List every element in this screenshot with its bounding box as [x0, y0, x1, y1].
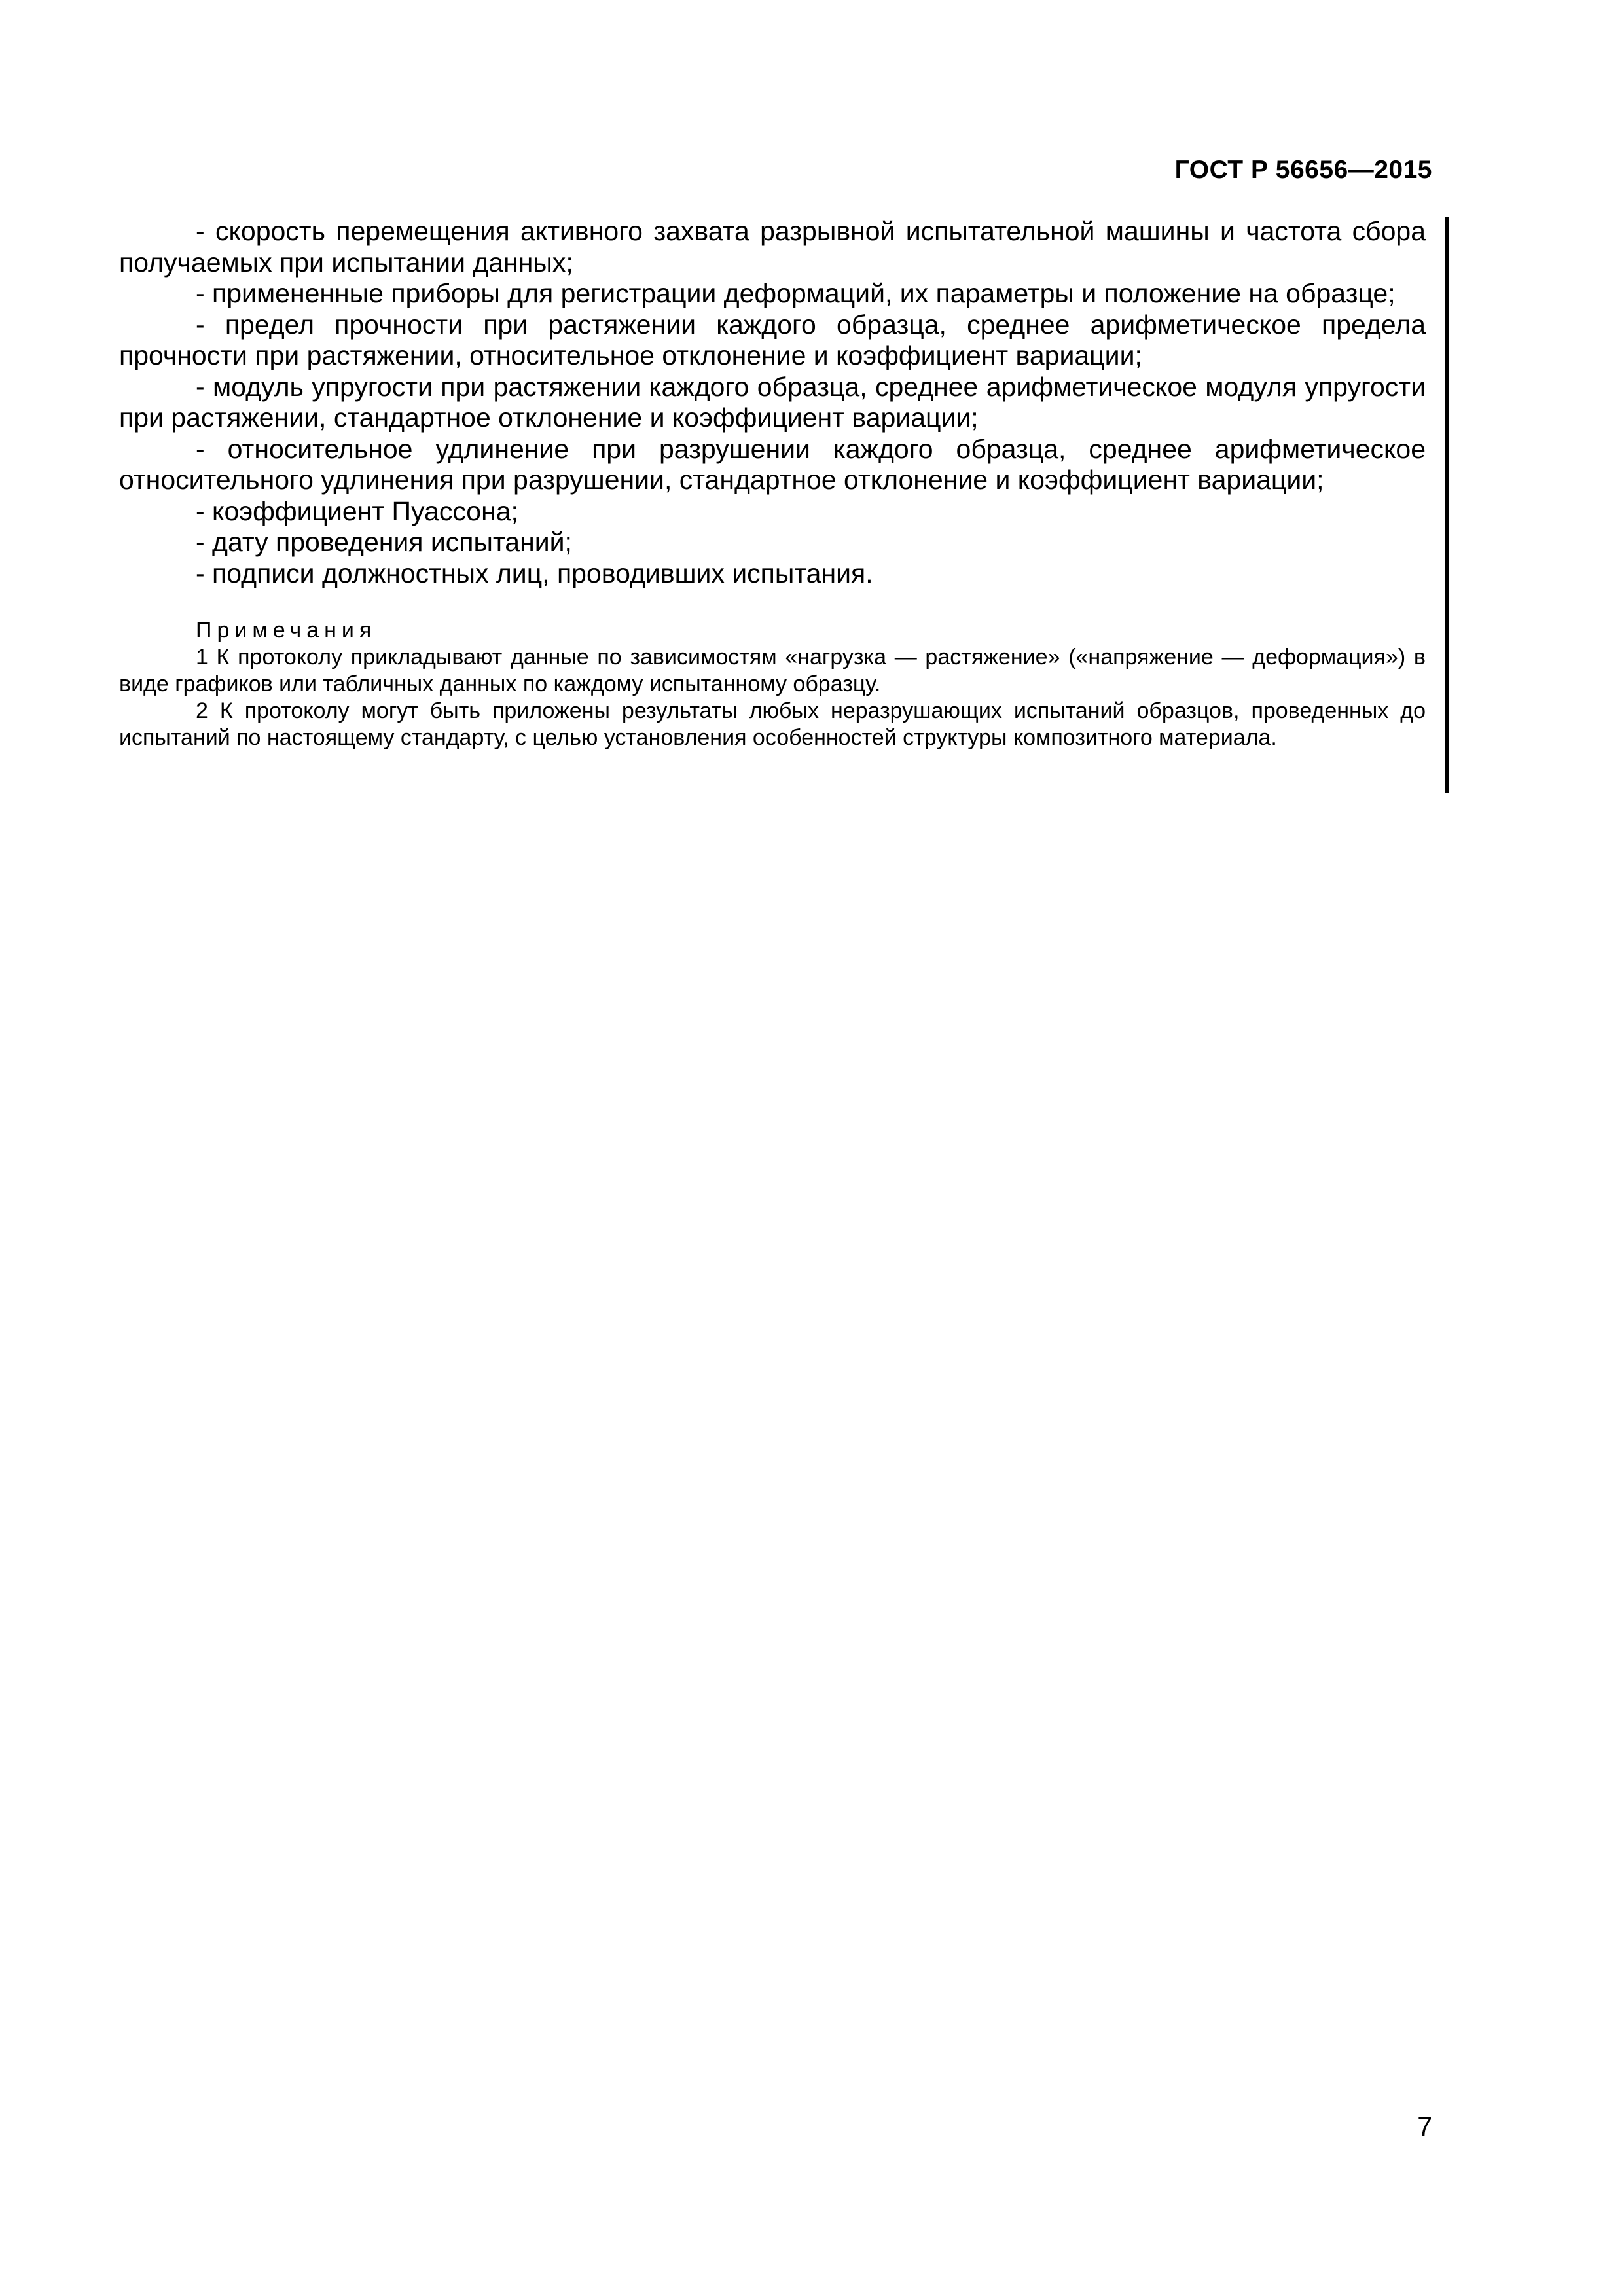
document-code: ГОСТ Р 56656—2015	[1174, 156, 1432, 184]
notes-heading: Примечания	[196, 618, 377, 643]
list-item: - скорость перемещения активного захвата разрывной испытательной машины и частота сбора получаемых при испытании данных;	[119, 216, 1426, 278]
list-item: - дату проведения испытаний;	[196, 527, 572, 557]
list-item: - предел прочности при растяжении каждого образца, среднее арифметическое предела прочности при растяжении, относительное отклонение и коэффициент вариации;	[119, 309, 1426, 370]
list-item: - примененные приборы для регистрации деформаций, их параметры и положение на образце;	[196, 278, 1396, 308]
revision-bar	[1445, 217, 1449, 793]
note-item: 2 К протоколу могут быть приложены результаты любых неразрушающих испытаний образцов, проведенных до испытаний по настоящему стандарту, с целью установления особенностей структуры композитного материала.	[119, 698, 1426, 750]
list-item: - модуль упругости при растяжении каждого образца, среднее арифметическое модуля упругости при растяжении, стандартное отклонение и коэффициент вариации;	[119, 371, 1426, 433]
list-item: - коэффициент Пуассона;	[196, 495, 518, 526]
notes-section	[119, 617, 1426, 751]
list-item: - относительное удлинение при разрушении каждого образца, среднее арифметическое относительного удлинения при разрушении, стандартное отклонение и коэффициент вариации;	[119, 433, 1426, 495]
page-number: 7	[1417, 2111, 1432, 2142]
page-content	[119, 216, 1426, 751]
list-item: - подписи должностных лиц, проводивших испытания.	[196, 558, 873, 588]
note-item: 1 К протоколу прикладывают данные по зависимостям «нагрузка — растяжение» («напряжение — деформация») в виде графиков или табличных данных по каждому испытанному образцу.	[119, 645, 1426, 696]
